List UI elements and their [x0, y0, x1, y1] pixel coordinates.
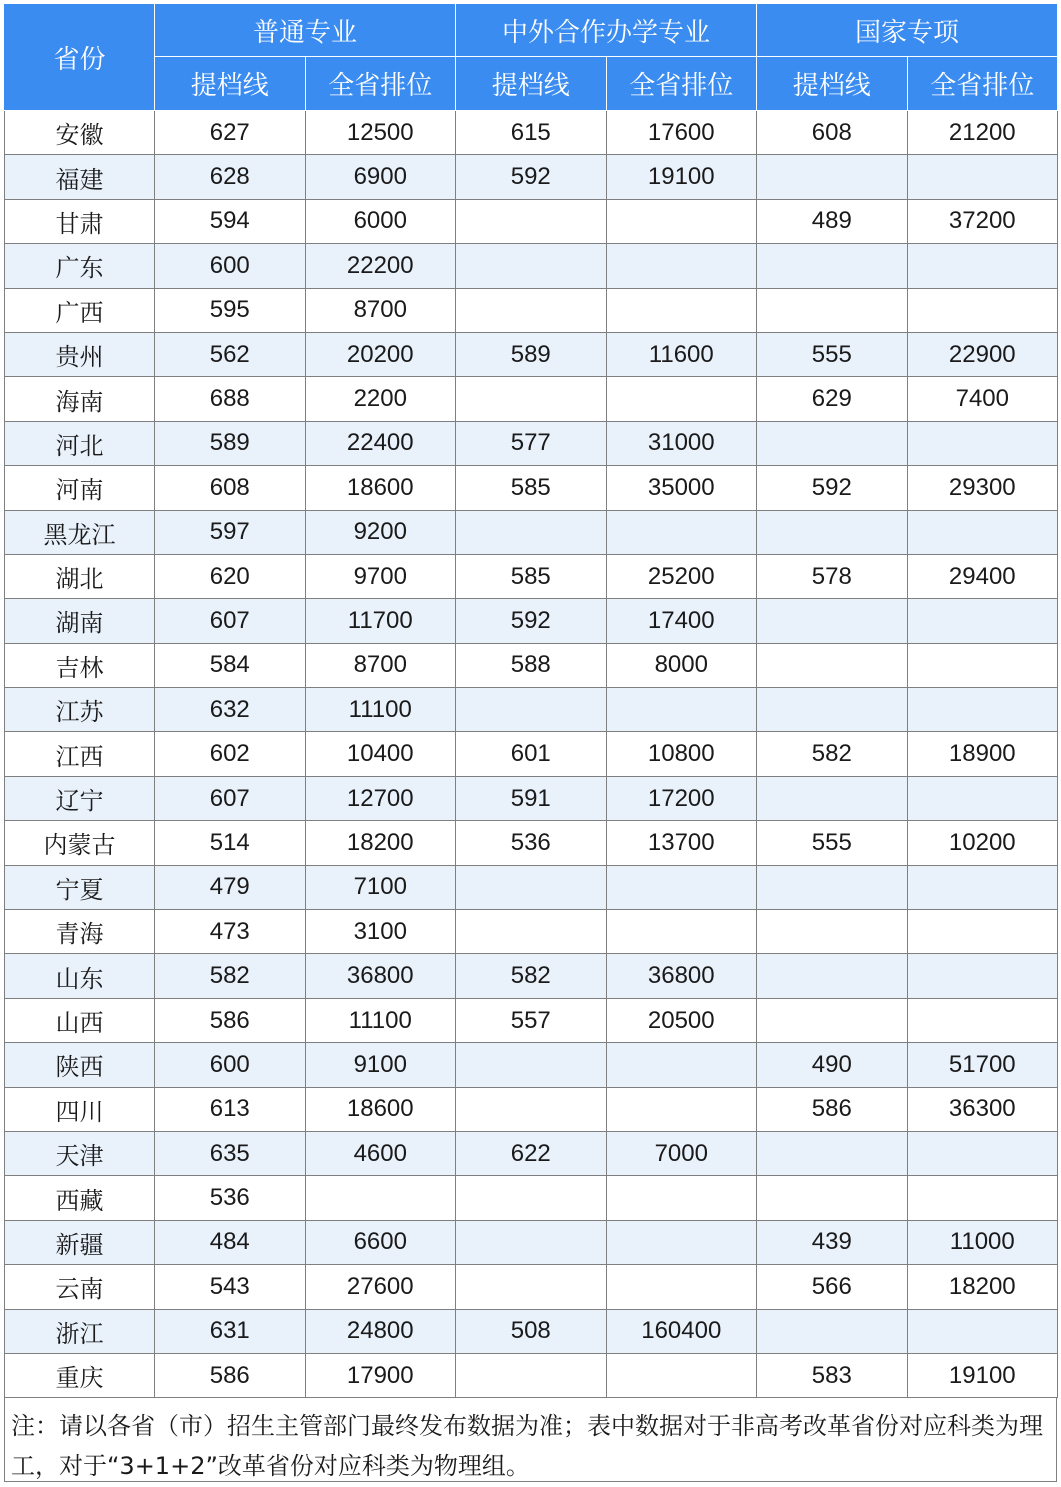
value-cell — [907, 954, 1058, 998]
value-cell — [606, 688, 757, 732]
value-cell — [757, 910, 908, 954]
value-cell — [456, 1176, 607, 1220]
value-cell: 11100 — [305, 998, 456, 1042]
value-cell — [757, 599, 908, 643]
table-row — [5, 244, 1058, 288]
value-cell: 588 — [456, 643, 607, 687]
province-cell: 青海 — [5, 910, 155, 954]
value-cell: 22900 — [907, 332, 1058, 376]
header-sub-cutoff: 提档线 — [155, 57, 306, 111]
province-cell: 云南 — [5, 1265, 155, 1309]
value-cell — [606, 1087, 757, 1131]
value-cell — [456, 377, 607, 421]
header-group-national: 国家专项 — [757, 4, 1058, 57]
value-cell — [456, 288, 607, 332]
value-cell — [907, 910, 1058, 954]
value-cell — [606, 1043, 757, 1087]
value-cell — [606, 1220, 757, 1264]
header-sub-cutoff: 提档线 — [456, 57, 607, 111]
value-cell: 36800 — [305, 954, 456, 998]
province-cell: 陕西 — [5, 1043, 155, 1087]
header-sub-rank: 全省排位 — [305, 57, 456, 111]
value-cell: 37200 — [907, 199, 1058, 243]
value-cell: 600 — [155, 244, 306, 288]
province-cell: 山东 — [5, 954, 155, 998]
value-cell — [907, 510, 1058, 554]
value-cell — [606, 1265, 757, 1309]
value-cell: 11000 — [907, 1220, 1058, 1264]
value-cell: 557 — [456, 998, 607, 1042]
value-cell: 12500 — [305, 111, 456, 155]
province-cell: 江西 — [5, 732, 155, 776]
table-row — [5, 821, 1058, 865]
value-cell: 566 — [757, 1265, 908, 1309]
value-cell — [757, 688, 908, 732]
value-cell: 6000 — [305, 199, 456, 243]
province-cell: 江苏 — [5, 688, 155, 732]
province-cell: 内蒙古 — [5, 821, 155, 865]
value-cell — [456, 688, 607, 732]
value-cell: 622 — [456, 1131, 607, 1175]
province-cell: 湖南 — [5, 599, 155, 643]
table-row — [5, 288, 1058, 332]
value-cell: 629 — [757, 377, 908, 421]
value-cell — [606, 377, 757, 421]
value-cell — [456, 1265, 607, 1309]
value-cell — [757, 643, 908, 687]
value-cell — [456, 1043, 607, 1087]
value-cell: 631 — [155, 1309, 306, 1353]
table-row — [5, 111, 1058, 155]
value-cell: 584 — [155, 643, 306, 687]
value-cell — [757, 510, 908, 554]
province-cell: 贵州 — [5, 332, 155, 376]
province-cell: 福建 — [5, 155, 155, 199]
table-row — [5, 599, 1058, 643]
province-cell: 重庆 — [5, 1353, 155, 1397]
value-cell: 51700 — [907, 1043, 1058, 1087]
value-cell: 592 — [456, 599, 607, 643]
value-cell: 19100 — [907, 1353, 1058, 1397]
value-cell: 27600 — [305, 1265, 456, 1309]
value-cell — [757, 288, 908, 332]
table-row — [5, 466, 1058, 510]
value-cell: 620 — [155, 554, 306, 598]
header-group-joint: 中外合作办学专业 — [456, 4, 757, 57]
table-row — [5, 643, 1058, 687]
value-cell: 17600 — [606, 111, 757, 155]
value-cell — [907, 1131, 1058, 1175]
province-cell: 山西 — [5, 998, 155, 1042]
value-cell — [456, 244, 607, 288]
value-cell — [606, 510, 757, 554]
value-cell: 6900 — [305, 155, 456, 199]
value-cell — [606, 199, 757, 243]
table-row — [5, 421, 1058, 465]
value-cell: 11700 — [305, 599, 456, 643]
value-cell: 20200 — [305, 332, 456, 376]
province-cell: 河南 — [5, 466, 155, 510]
value-cell — [907, 244, 1058, 288]
value-cell: 7400 — [907, 377, 1058, 421]
value-cell: 508 — [456, 1309, 607, 1353]
value-cell — [907, 421, 1058, 465]
value-cell: 600 — [155, 1043, 306, 1087]
table-row — [5, 732, 1058, 776]
value-cell: 597 — [155, 510, 306, 554]
table-row — [5, 1265, 1058, 1309]
value-cell: 585 — [456, 554, 607, 598]
value-cell — [757, 998, 908, 1042]
value-cell — [456, 1220, 607, 1264]
value-cell: 8000 — [606, 643, 757, 687]
table-row — [5, 1131, 1058, 1175]
value-cell: 9700 — [305, 554, 456, 598]
value-cell: 607 — [155, 776, 306, 820]
value-cell: 29300 — [907, 466, 1058, 510]
value-cell: 19100 — [606, 155, 757, 199]
admission-table-container — [4, 3, 1057, 1482]
table-row — [5, 510, 1058, 554]
value-cell: 615 — [456, 111, 607, 155]
value-cell: 536 — [155, 1176, 306, 1220]
table-row — [5, 954, 1058, 998]
table-row — [5, 688, 1058, 732]
value-cell: 586 — [757, 1087, 908, 1131]
value-cell: 583 — [757, 1353, 908, 1397]
table-row — [5, 865, 1058, 909]
province-cell: 四川 — [5, 1087, 155, 1131]
value-cell: 578 — [757, 554, 908, 598]
table-row — [5, 1176, 1058, 1220]
value-cell: 490 — [757, 1043, 908, 1087]
value-cell: 536 — [456, 821, 607, 865]
value-cell: 4600 — [305, 1131, 456, 1175]
value-cell — [907, 776, 1058, 820]
header-group-regular: 普通专业 — [155, 4, 456, 57]
value-cell — [456, 1353, 607, 1397]
value-cell: 607 — [155, 599, 306, 643]
value-cell: 613 — [155, 1087, 306, 1131]
province-cell: 西藏 — [5, 1176, 155, 1220]
value-cell — [757, 155, 908, 199]
value-cell: 489 — [757, 199, 908, 243]
value-cell: 18200 — [305, 821, 456, 865]
value-cell: 602 — [155, 732, 306, 776]
value-cell: 25200 — [606, 554, 757, 598]
value-cell: 484 — [155, 1220, 306, 1264]
value-cell — [606, 865, 757, 909]
value-cell — [757, 1176, 908, 1220]
value-cell: 562 — [155, 332, 306, 376]
table-body — [5, 111, 1058, 1398]
value-cell: 585 — [456, 466, 607, 510]
province-cell: 广西 — [5, 288, 155, 332]
province-cell: 辽宁 — [5, 776, 155, 820]
table-row — [5, 910, 1058, 954]
header-sub-cutoff: 提档线 — [757, 57, 908, 111]
province-cell: 河北 — [5, 421, 155, 465]
table-header — [5, 4, 1058, 111]
value-cell — [907, 865, 1058, 909]
value-cell: 9100 — [305, 1043, 456, 1087]
value-cell: 10200 — [907, 821, 1058, 865]
value-cell: 18900 — [907, 732, 1058, 776]
value-cell — [757, 421, 908, 465]
value-cell — [305, 1176, 456, 1220]
value-cell — [907, 1176, 1058, 1220]
province-cell: 新疆 — [5, 1220, 155, 1264]
value-cell: 6600 — [305, 1220, 456, 1264]
province-cell: 黑龙江 — [5, 510, 155, 554]
value-cell: 18600 — [305, 1087, 456, 1131]
value-cell — [606, 1176, 757, 1220]
value-cell: 514 — [155, 821, 306, 865]
value-cell: 591 — [456, 776, 607, 820]
value-cell: 635 — [155, 1131, 306, 1175]
table-row — [5, 554, 1058, 598]
province-cell: 天津 — [5, 1131, 155, 1175]
value-cell — [456, 910, 607, 954]
table-row — [5, 1087, 1058, 1131]
province-cell: 宁夏 — [5, 865, 155, 909]
table-row — [5, 998, 1058, 1042]
value-cell: 35000 — [606, 466, 757, 510]
value-cell: 36300 — [907, 1087, 1058, 1131]
value-cell: 11600 — [606, 332, 757, 376]
table-row — [5, 1220, 1058, 1264]
value-cell: 24800 — [305, 1309, 456, 1353]
table-row — [5, 332, 1058, 376]
value-cell — [907, 688, 1058, 732]
value-cell: 594 — [155, 199, 306, 243]
value-cell — [606, 910, 757, 954]
value-cell: 18600 — [305, 466, 456, 510]
value-cell: 7000 — [606, 1131, 757, 1175]
value-cell: 439 — [757, 1220, 908, 1264]
value-cell: 31000 — [606, 421, 757, 465]
value-cell: 479 — [155, 865, 306, 909]
value-cell — [907, 998, 1058, 1042]
value-cell: 589 — [456, 332, 607, 376]
province-cell: 安徽 — [5, 111, 155, 155]
value-cell: 17900 — [305, 1353, 456, 1397]
value-cell: 586 — [155, 998, 306, 1042]
value-cell: 12700 — [305, 776, 456, 820]
value-cell — [757, 244, 908, 288]
value-cell: 17200 — [606, 776, 757, 820]
table-row — [5, 776, 1058, 820]
value-cell: 13700 — [606, 821, 757, 865]
table-row — [5, 1043, 1058, 1087]
value-cell: 2200 — [305, 377, 456, 421]
table-row — [5, 377, 1058, 421]
value-cell: 555 — [757, 821, 908, 865]
value-cell: 582 — [757, 732, 908, 776]
table-footnote: 注：请以各省（市）招生主管部门最终发布数据为准；表中数据对于非高考改革省份对应科类为理工，对于“3+1+2”改革省份对应科类为物理组。 — [4, 1398, 1057, 1482]
value-cell: 8700 — [305, 288, 456, 332]
value-cell: 22400 — [305, 421, 456, 465]
value-cell — [907, 643, 1058, 687]
value-cell: 543 — [155, 1265, 306, 1309]
value-cell: 36800 — [606, 954, 757, 998]
value-cell — [606, 288, 757, 332]
value-cell: 11100 — [305, 688, 456, 732]
value-cell: 20500 — [606, 998, 757, 1042]
table-row — [5, 1309, 1058, 1353]
province-cell: 吉林 — [5, 643, 155, 687]
value-cell: 160400 — [606, 1309, 757, 1353]
value-cell: 628 — [155, 155, 306, 199]
value-cell — [907, 1309, 1058, 1353]
table-row — [5, 199, 1058, 243]
value-cell: 21200 — [907, 111, 1058, 155]
province-cell: 湖北 — [5, 554, 155, 598]
value-cell: 582 — [155, 954, 306, 998]
table-row — [5, 1353, 1058, 1397]
value-cell — [757, 776, 908, 820]
province-cell: 海南 — [5, 377, 155, 421]
value-cell: 29400 — [907, 554, 1058, 598]
header-province: 省份 — [5, 4, 155, 111]
value-cell: 601 — [456, 732, 607, 776]
value-cell — [757, 1309, 908, 1353]
value-cell: 577 — [456, 421, 607, 465]
value-cell: 586 — [155, 1353, 306, 1397]
value-cell: 10800 — [606, 732, 757, 776]
value-cell — [757, 954, 908, 998]
value-cell: 17400 — [606, 599, 757, 643]
header-sub-rank: 全省排位 — [907, 57, 1058, 111]
value-cell — [456, 865, 607, 909]
value-cell — [907, 288, 1058, 332]
admission-score-table — [4, 3, 1058, 1398]
value-cell: 7100 — [305, 865, 456, 909]
value-cell — [907, 599, 1058, 643]
value-cell — [757, 1131, 908, 1175]
value-cell: 3100 — [305, 910, 456, 954]
table-row — [5, 155, 1058, 199]
value-cell: 627 — [155, 111, 306, 155]
value-cell — [456, 1087, 607, 1131]
header-sub-rank: 全省排位 — [606, 57, 757, 111]
value-cell: 592 — [456, 155, 607, 199]
value-cell: 688 — [155, 377, 306, 421]
province-cell: 广东 — [5, 244, 155, 288]
value-cell: 8700 — [305, 643, 456, 687]
value-cell: 592 — [757, 466, 908, 510]
value-cell — [606, 244, 757, 288]
value-cell: 608 — [757, 111, 908, 155]
value-cell: 582 — [456, 954, 607, 998]
value-cell — [757, 865, 908, 909]
value-cell: 595 — [155, 288, 306, 332]
value-cell: 589 — [155, 421, 306, 465]
value-cell: 9200 — [305, 510, 456, 554]
value-cell: 473 — [155, 910, 306, 954]
value-cell: 10400 — [305, 732, 456, 776]
province-cell: 浙江 — [5, 1309, 155, 1353]
value-cell — [907, 155, 1058, 199]
value-cell: 555 — [757, 332, 908, 376]
value-cell — [456, 510, 607, 554]
value-cell: 18200 — [907, 1265, 1058, 1309]
value-cell: 632 — [155, 688, 306, 732]
value-cell: 608 — [155, 466, 306, 510]
value-cell: 22200 — [305, 244, 456, 288]
province-cell: 甘肃 — [5, 199, 155, 243]
value-cell — [606, 1353, 757, 1397]
value-cell — [456, 199, 607, 243]
